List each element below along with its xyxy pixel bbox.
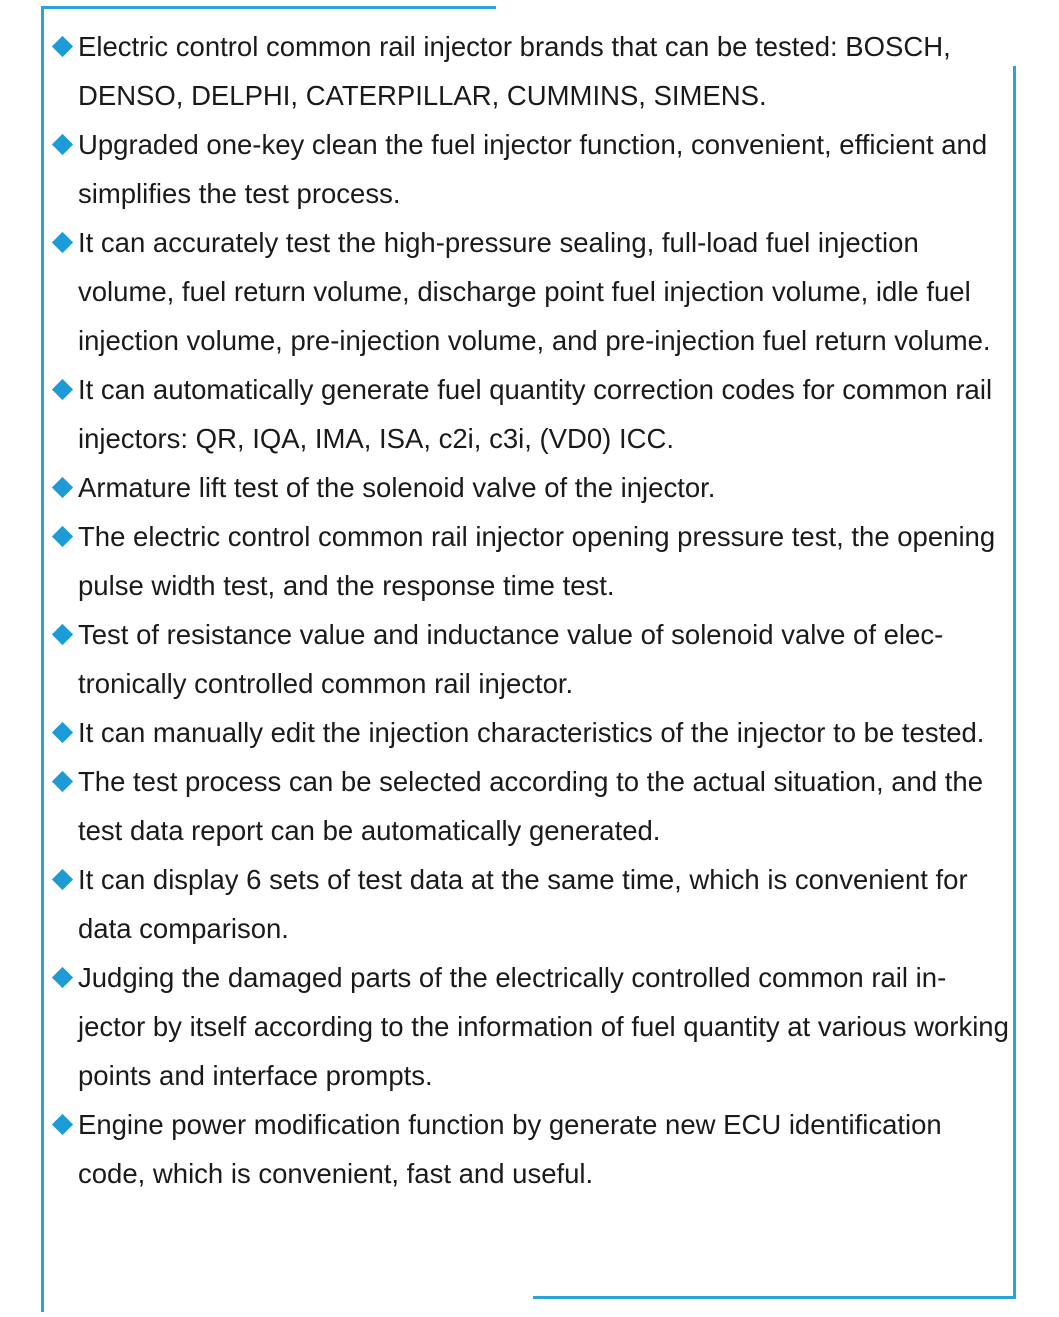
list-item — [52, 708, 1012, 757]
feature-text: It can display 6 sets of test data at the same time, which is convenient for data comparison. — [78, 864, 968, 944]
list-item — [52, 855, 1012, 953]
list-item — [52, 512, 1012, 610]
diamond-bullet-icon — [52, 365, 78, 414]
diamond-bullet-icon — [52, 120, 78, 169]
feature-text: It can accurately test the high-pressure sealing, full-load fuel injection volume, fuel return volume, discharge point fuel injection volume, idle fuel injection volume, pre-injection volume, and pre-injection fuel return volume. — [78, 227, 991, 356]
frame-right-line — [1013, 66, 1016, 1299]
feature-text: Armature lift test of the solenoid valve of the injector. — [78, 472, 716, 503]
list-item — [52, 463, 1012, 512]
diamond-bullet-icon — [52, 953, 78, 1002]
diamond-bullet-icon — [52, 708, 78, 757]
feature-text: Judging the damaged parts of the electrically controlled common rail in-jector by itself according to the information of fuel quantity at various working points and interface prompts. — [78, 962, 1009, 1091]
diamond-bullet-icon — [52, 757, 78, 806]
frame-left-line — [41, 6, 44, 1312]
feature-text: Engine power modification function by generate new ECU identification code, which is convenient, fast and useful. — [78, 1109, 942, 1189]
list-item — [52, 22, 1012, 120]
frame-top-line — [41, 6, 496, 9]
diamond-bullet-icon — [52, 855, 78, 904]
diamond-bullet-icon — [52, 22, 78, 71]
feature-text: Electric control common rail injector brands that can be tested: BOSCH, DENSO, DELPHI, CATERPILLAR, CUMMINS, SIMENS. — [78, 31, 951, 111]
feature-list — [52, 22, 1012, 1198]
diamond-bullet-icon — [52, 512, 78, 561]
feature-text: The electric control common rail injector opening pressure test, the opening pulse width test, and the response time test. — [78, 521, 996, 601]
diamond-bullet-icon — [52, 610, 78, 659]
diamond-bullet-icon — [52, 218, 78, 267]
list-item — [52, 953, 1012, 1100]
list-item — [52, 218, 1012, 365]
feature-text: It can automatically generate fuel quantity correction codes for common rail injectors: QR, IQA, IMA, ISA, c2i, c3i, (VD0) ICC. — [78, 374, 993, 454]
feature-text: It can manually edit the injection characteristics of the injector to be tested. — [78, 717, 985, 748]
frame-bottom-line — [533, 1296, 1016, 1299]
list-item — [52, 1100, 1012, 1198]
list-item — [52, 757, 1012, 855]
feature-text: Test of resistance value and inductance value of solenoid valve of elec-tronically controlled common rail injector. — [78, 619, 944, 699]
feature-text: The test process can be selected according to the actual situation, and the test data report can be automatically generated. — [78, 766, 984, 846]
list-item — [52, 610, 1012, 708]
list-item — [52, 120, 1012, 218]
diamond-bullet-icon — [52, 1100, 78, 1149]
list-item — [52, 365, 1012, 463]
feature-text: Upgraded one-key clean the fuel injector function, convenient, efficient and simplifies the test process. — [78, 129, 988, 209]
diamond-bullet-icon — [52, 463, 78, 512]
